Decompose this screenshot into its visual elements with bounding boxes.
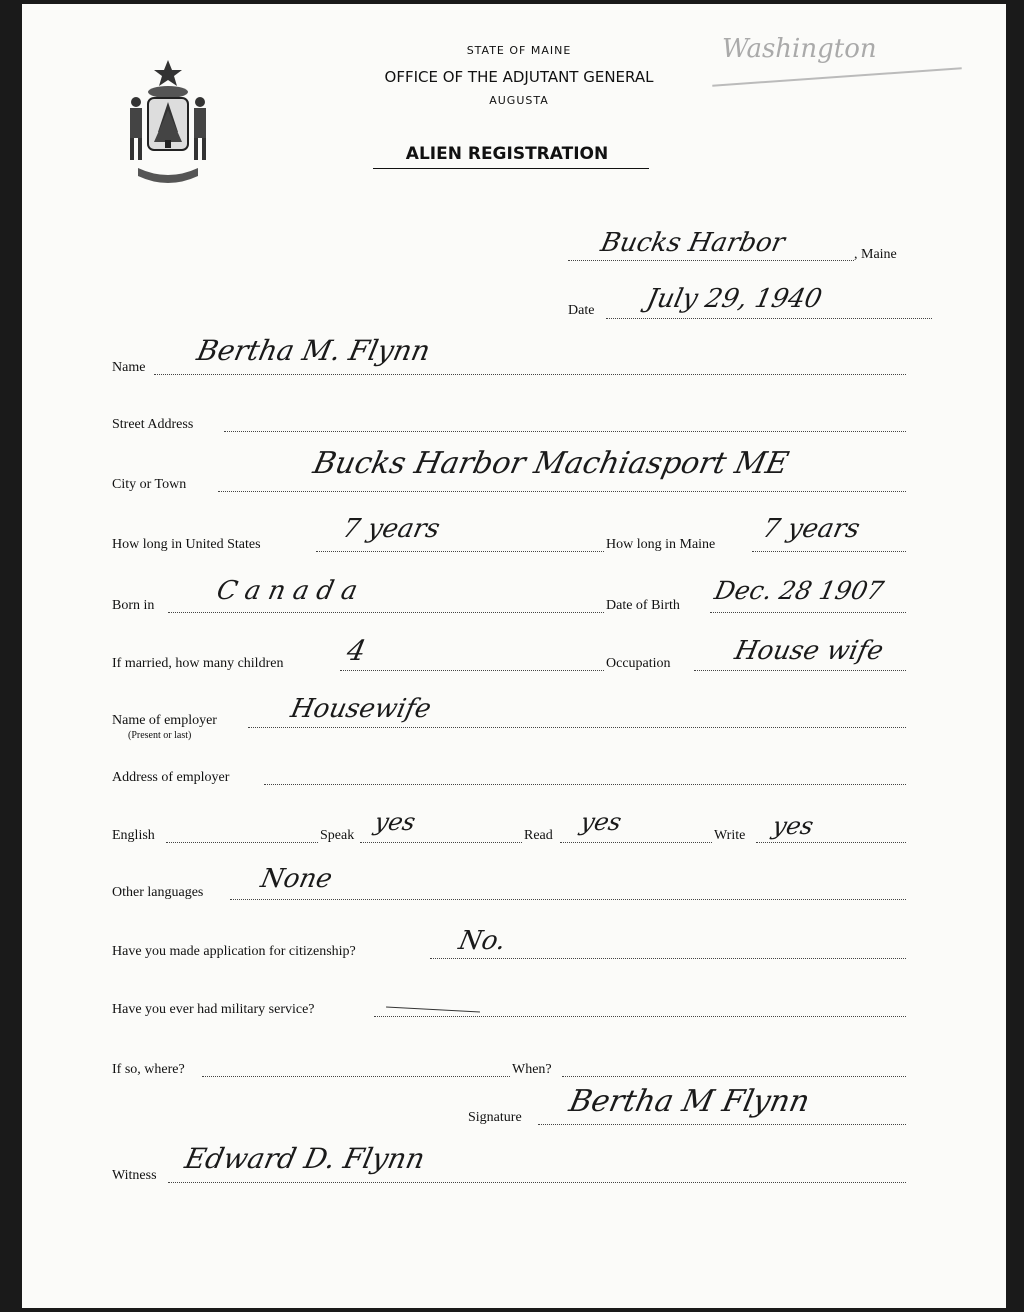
signature-label: Signature <box>468 1110 522 1125</box>
born-in-line <box>168 612 604 613</box>
city-heading: AUGUSTA <box>489 94 549 107</box>
occupation-line <box>694 670 906 671</box>
born-in-label: Born in <box>112 598 155 613</box>
military-label: Have you ever had military service? <box>112 1002 315 1017</box>
city-label: City or Town <box>112 477 187 492</box>
pencil-note: Washington <box>722 34 877 64</box>
employer-entry: Housewife <box>288 694 434 724</box>
witness-line <box>168 1182 906 1183</box>
employer-line <box>248 727 906 728</box>
how-long-us-label: How long in United States <box>112 537 261 552</box>
read-label: Read <box>524 828 553 843</box>
employer-address-label: Address of employer <box>112 770 230 785</box>
how-long-us-entry: 7 years <box>340 514 443 544</box>
other-languages-entry: None <box>258 864 335 894</box>
town-entry: Bucks Harbor <box>598 228 788 258</box>
city-line <box>218 491 906 492</box>
maine-label: , Maine <box>854 247 897 262</box>
maine-seal-logo <box>118 58 218 188</box>
how-long-us-line <box>316 551 604 552</box>
english-label: English <box>112 828 155 843</box>
speak-entry: yes <box>372 808 419 836</box>
state-heading: STATE OF MAINE <box>466 44 572 57</box>
city-entry: Bucks Harbor Machiasport ME <box>310 446 792 481</box>
read-entry: yes <box>578 808 625 836</box>
signature-entry: Bertha M Flynn <box>566 1084 813 1119</box>
write-label: Write <box>714 828 746 843</box>
registration-form <box>22 4 1006 1308</box>
how-long-maine-entry: 7 years <box>760 514 863 544</box>
children-entry: 4 <box>344 634 369 667</box>
date-label: Date <box>568 303 595 318</box>
town-line <box>568 260 854 261</box>
form-title: ALIEN REGISTRATION <box>405 144 609 164</box>
employer-note: (Present or last) <box>128 730 192 741</box>
dob-label: Date of Birth <box>606 598 680 613</box>
military-line <box>374 1016 906 1017</box>
other-languages-line <box>230 899 906 900</box>
when-label: When? <box>512 1062 552 1077</box>
english-line <box>166 842 318 843</box>
speak-line <box>360 842 522 843</box>
employer-address-line <box>264 784 906 785</box>
read-line <box>560 842 712 843</box>
pencil-underline <box>712 67 962 86</box>
military-dash-mark <box>386 1007 480 1013</box>
citizenship-line <box>430 958 906 959</box>
witness-label: Witness <box>112 1168 157 1183</box>
where-label: If so, where? <box>112 1062 185 1077</box>
write-line <box>756 842 906 843</box>
citizenship-label: Have you made application for citizenship? <box>112 944 356 959</box>
born-in-entry: Canada <box>214 576 369 606</box>
children-label: If married, how many children <box>112 656 284 671</box>
write-entry: yes <box>770 812 817 840</box>
dob-line <box>710 612 906 613</box>
other-languages-label: Other languages <box>112 885 204 900</box>
where-line <box>202 1076 510 1077</box>
date-line <box>606 318 932 319</box>
date-entry: July 29, 1940 <box>644 284 825 314</box>
occupation-label: Occupation <box>606 656 671 671</box>
name-entry: Bertha M. Flynn <box>194 334 434 367</box>
witness-entry: Edward D. Flynn <box>182 1142 428 1175</box>
street-line <box>224 431 906 432</box>
how-long-maine-line <box>752 551 906 552</box>
occupation-entry: House wife <box>732 636 887 666</box>
street-label: Street Address <box>112 417 194 432</box>
citizenship-entry: No. <box>456 926 509 956</box>
when-line <box>562 1076 906 1077</box>
dob-entry: Dec. 28 1907 <box>712 576 887 605</box>
title-underline <box>373 168 649 169</box>
signature-line <box>538 1124 906 1125</box>
children-line <box>340 670 604 671</box>
how-long-maine-label: How long in Maine <box>606 537 716 552</box>
speak-label: Speak <box>320 828 355 843</box>
employer-label: Name of employer <box>112 713 217 728</box>
name-line <box>154 374 906 375</box>
office-heading: OFFICE OF THE ADJUTANT GENERAL <box>384 68 654 86</box>
name-label: Name <box>112 360 146 375</box>
